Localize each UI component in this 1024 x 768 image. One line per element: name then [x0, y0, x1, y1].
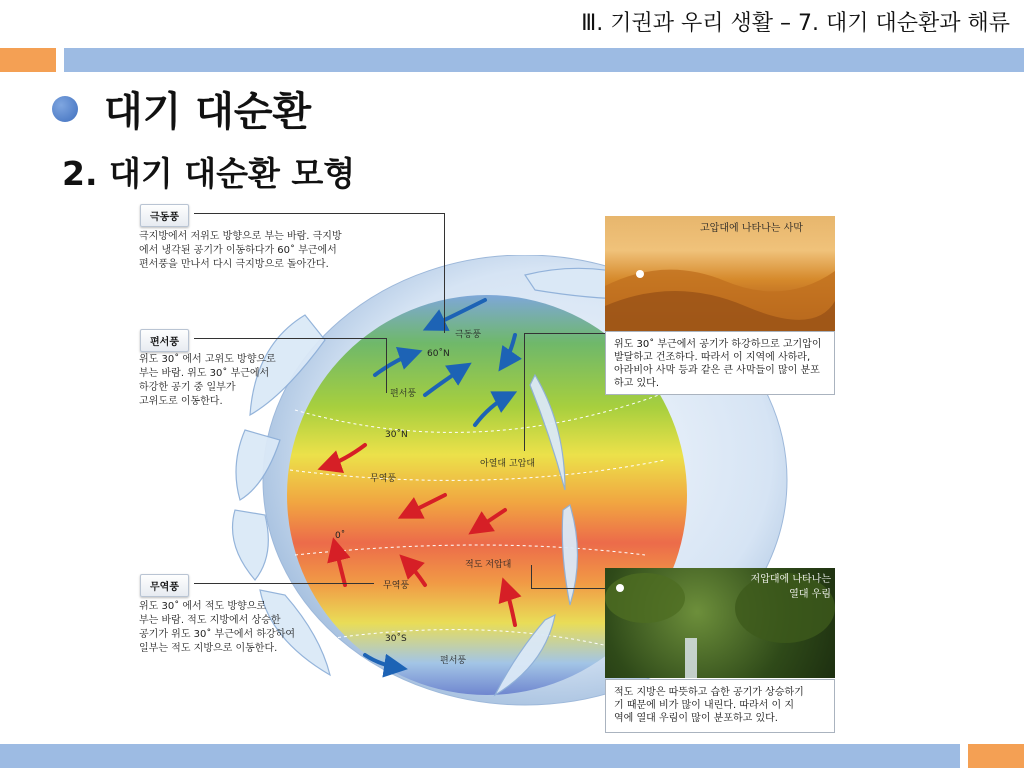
polar-leader-line [194, 213, 444, 214]
slide-subheading: 2. 대기 대순환 모형 [62, 154, 356, 193]
westerly-leader-line-v [386, 338, 387, 393]
label-lat-0: 0˚ [335, 531, 346, 541]
polar-leader-line-v [444, 213, 445, 333]
trade-winds-description: 위도 30˚ 에서 적도 방향으로 부는 바람. 적도 지방에서 상승한 공기가 위도 30˚ 부근에서 하강하여 일부는 적도 지방으로 이동한다. [139, 601, 296, 654]
slide-heading: 대기 대순환 [104, 89, 312, 135]
label-westerly: 편서풍 [390, 389, 417, 399]
label-lat-60n: 60˚N [427, 349, 450, 359]
bullet-icon [52, 96, 78, 122]
top-blue-bar [64, 48, 1024, 72]
trade-leader-line [194, 583, 374, 584]
polar-easterlies-label: 극동풍 [140, 204, 189, 227]
label-subtropical-high: 아열대 고압대 [480, 459, 536, 469]
westerly-leader-line [194, 338, 386, 339]
label-trade-south: 무역풍 [383, 581, 410, 591]
top-orange-bar [0, 48, 56, 72]
label-westerly-south: 편서풍 [440, 656, 467, 666]
label-lat-30s: 30˚S [385, 634, 407, 644]
label-trade-north: 무역풍 [370, 474, 397, 484]
bottom-orange-bar [968, 744, 1024, 768]
rainforest-description: 적도 지방은 따뜻하고 습한 공기가 상승하기 기 때문에 비가 많이 내린다. 따라서 이 지 역에 열대 우림이 많이 분포하고 있다. [605, 679, 835, 733]
desert-leader-line-v [524, 333, 525, 451]
label-equatorial-low: 적도 저압대 [465, 560, 512, 570]
trade-winds-label: 무역풍 [140, 574, 189, 597]
westerlies-description: 위도 30˚ 에서 고위도 방향으로 부는 바람. 위도 30˚ 부근에서 하강한 공기 중 일부가 고위도로 이동한다. [139, 354, 276, 407]
label-lat-30n: 30˚N [385, 430, 408, 440]
label-polar-east: 극동풍 [455, 330, 482, 340]
bottom-blue-bar [0, 744, 960, 768]
slide-header-title: Ⅲ. 기권과 우리 생활 – 7. 대기 대순환과 해류 [581, 11, 1010, 36]
rainforest-leader-line [531, 588, 605, 589]
polar-easterlies-description: 극지방에서 저위도 방향으로 부는 바람. 극지방 에서 냉각된 공기가 이동하다가 60˚ 부근에서 편서풍을 만나서 다시 극지방으로 돌아간다. [139, 231, 342, 270]
westerlies-label: 편서풍 [140, 329, 189, 352]
rainforest-leader-line-v [531, 565, 532, 588]
desert-description: 위도 30˚ 부근에서 공기가 하강하므로 고기압이 발달하고 건조하다. 따라서 이 지역에 사하라, 아라비아 사막 등과 같은 큰 사막들이 많이 분포 하고 있다. [605, 331, 835, 395]
desert-caption: 고압대에 나타나는 사막 [700, 223, 803, 234]
desert-leader-line [524, 333, 605, 334]
rainforest-caption: 저압대에 나타나는 열대 우림 [750, 574, 831, 600]
